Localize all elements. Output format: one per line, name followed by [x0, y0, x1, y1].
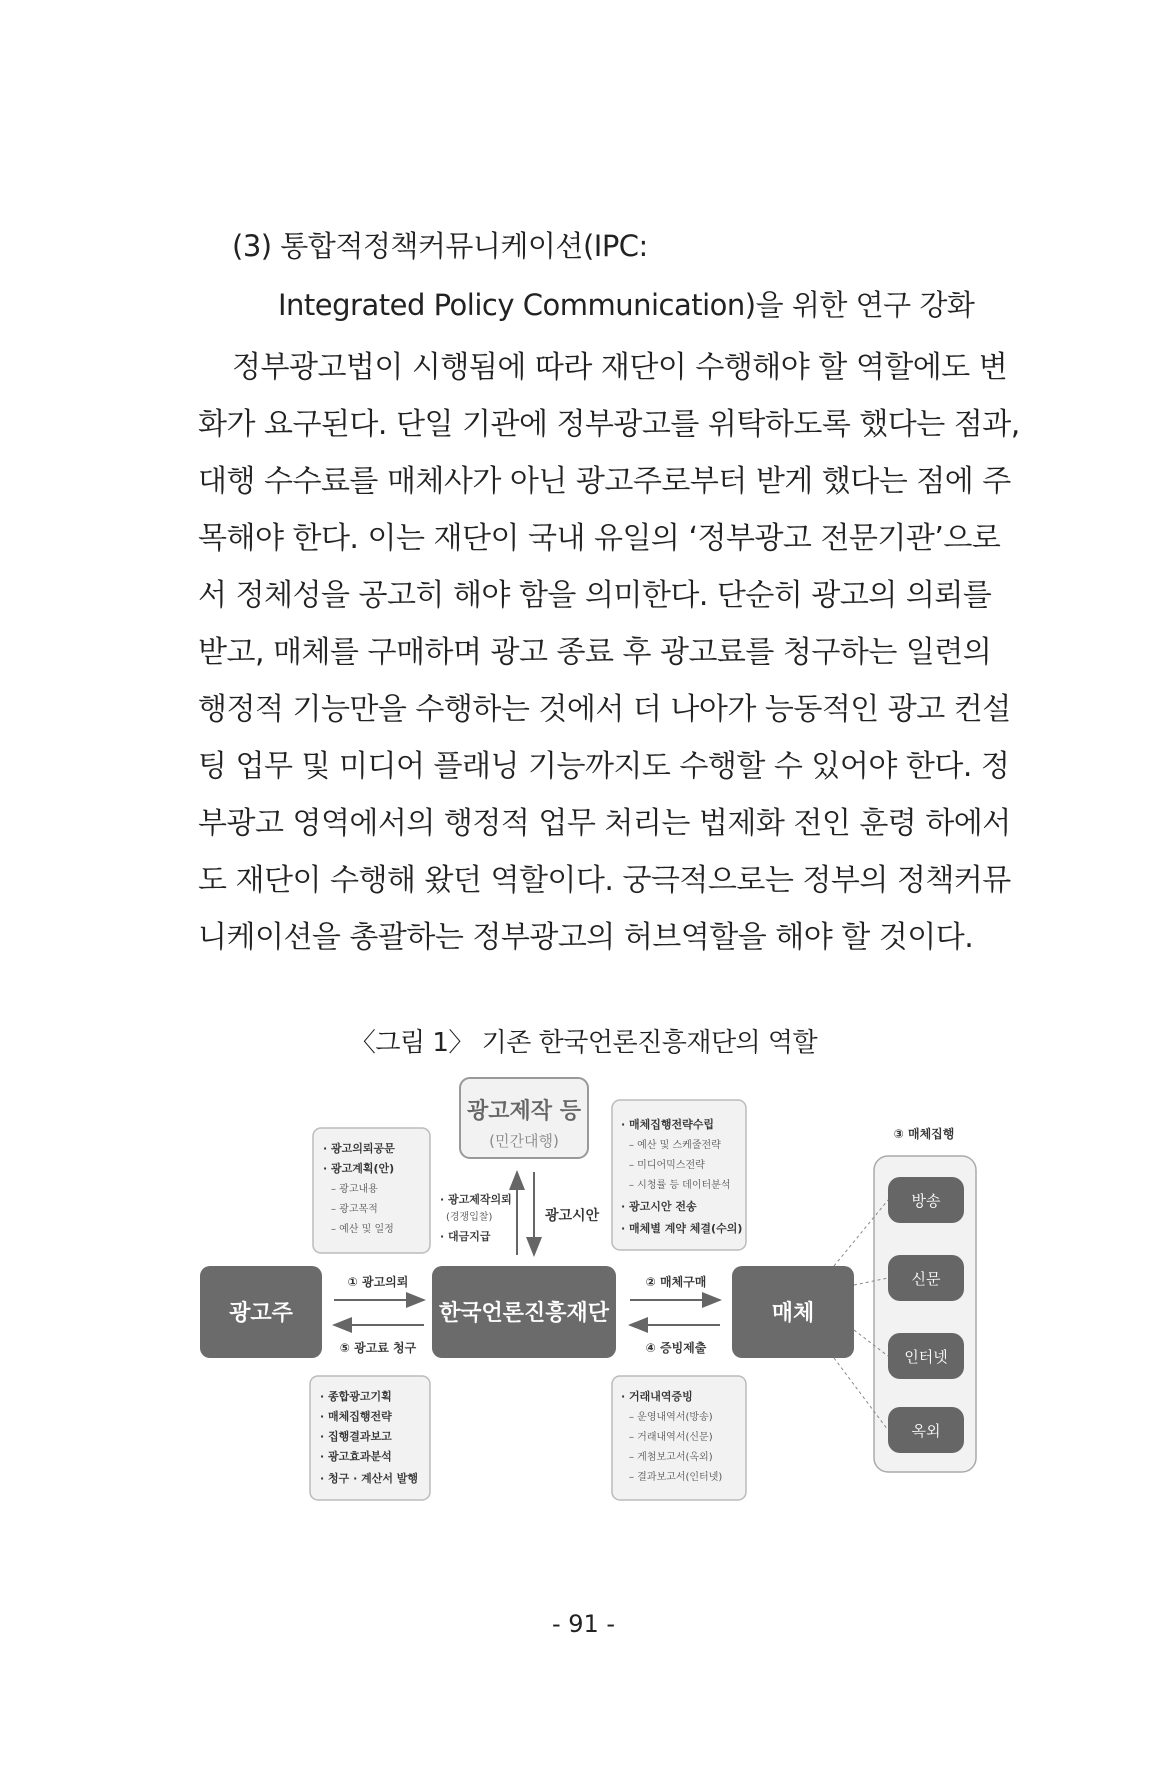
paragraph-line: 대행 수수료를 매체사가 아닌 광고주로부터 받게 했다는 점에 주 — [198, 464, 1011, 499]
section-heading-line1: (3) 통합적정책커뮤니케이션(IPC: — [232, 229, 648, 263]
paragraph-line: 니케이션을 총괄하는 정부광고의 허브역할을 해야 할 것이다. — [198, 920, 974, 955]
proof-item: – 운영내역서(방송) — [629, 1412, 713, 1423]
advertiser-info-item: – 광고내용 — [331, 1184, 378, 1195]
strategy-item: – 미디어믹스전략 — [629, 1160, 705, 1171]
paragraph-line: 받고, 매체를 구매하며 광고 종료 후 광고료를 청구하는 일련의 — [198, 635, 992, 670]
media-type-label: 방송 — [911, 1192, 941, 1210]
paragraph-line: 도 재단이 수행해 왔던 역할이다. 궁극적으로는 정부의 정책커뮤 — [198, 863, 1011, 898]
mid-left-label: (경쟁입찰) — [446, 1212, 493, 1223]
paragraph-line: 부광고 영역에서의 행정적 업무 처리는 법제화 전인 훈령 하에서 — [198, 806, 1011, 841]
mid-right-label: 광고시안 — [545, 1208, 600, 1224]
advertiser-info-item: · 광고계획(안) — [323, 1162, 395, 1175]
mid-left-label: · 대금지급 — [440, 1230, 491, 1243]
foundation-node-label: 한국언론진흥재단 — [438, 1301, 610, 1326]
advertiser-info-item: – 예산 및 일정 — [331, 1224, 394, 1235]
production-title: 광고제작 등 — [467, 1099, 581, 1124]
production-subtitle: (민간대행) — [489, 1132, 559, 1150]
paragraph-line: 팅 업무 및 미디어 플래닝 기능까지도 수행할 수 있어야 한다. 정 — [198, 749, 1010, 784]
paragraph-line: 행정적 기능만을 수행하는 것에서 더 나아가 능동적인 광고 컨설 — [198, 692, 1011, 727]
report-item: · 집행결과보고 — [320, 1430, 392, 1443]
media-type-label: 인터넷 — [904, 1348, 948, 1366]
mid-left-label: · 광고제작의뢰 — [440, 1193, 512, 1206]
page-number: - 91 - — [551, 1610, 616, 1638]
proof-item: – 게첨보고서(옥외) — [629, 1452, 713, 1463]
advertiser-info-item: – 광고목적 — [331, 1204, 378, 1215]
paragraph-line: 서 정체성을 공고히 해야 함을 의미한다. 단순히 광고의 의뢰를 — [198, 578, 992, 613]
report-item: · 광고효과분석 — [320, 1450, 392, 1463]
strategy-item: – 시청률 등 데이터분석 — [629, 1180, 731, 1191]
report-item: · 청구 · 계산서 발행 — [320, 1472, 419, 1485]
strategy-item: · 매체별 계약 체결(수의) — [621, 1222, 743, 1235]
report-item: · 매체집행전략 — [320, 1410, 392, 1423]
media-exec-title: ③ 매체집행 — [893, 1127, 955, 1141]
arrow-request-label: ① 광고의뢰 — [347, 1275, 409, 1289]
arrow-proof-label: ④ 증빙제출 — [645, 1341, 707, 1355]
report-item: · 종합광고기획 — [320, 1390, 392, 1403]
paragraph-line: 목해야 한다. 이는 재단이 국내 유일의 ‘정부광고 전문기관’으로 — [198, 521, 1001, 556]
media-type-label: 신문 — [911, 1270, 941, 1288]
strategy-item: · 광고시안 전송 — [621, 1200, 697, 1213]
strategy-item: · 매체집행전략수립 — [621, 1118, 715, 1131]
proof-item: · 거래내역증빙 — [621, 1390, 693, 1403]
media-type-label: 옥외 — [911, 1422, 941, 1440]
media-node-label: 매체 — [771, 1301, 815, 1326]
arrow-fee-claim-label: ⑤ 광고료 청구 — [339, 1341, 417, 1355]
proof-item: – 결과보고서(인터넷) — [629, 1472, 723, 1483]
paragraph-line: 정부광고법이 시행됨에 따라 재단이 수행해야 할 역할에도 변 — [232, 350, 1008, 385]
arrow-media-buy-label: ② 매체구매 — [645, 1275, 707, 1289]
advertiser-info-item: · 광고의뢰공문 — [323, 1142, 395, 1155]
paragraph-line: 화가 요구된다. 단일 기관에 정부광고를 위탁하도록 했다는 점과, — [198, 407, 1020, 442]
figure-caption: 〈그림 1〉 기존 한국언론진흥재단의 역할 — [349, 1028, 818, 1058]
strategy-item: – 예산 및 스케줄전략 — [629, 1140, 721, 1151]
section-heading-line2: Integrated Policy Communication)을 위한 연구 강화 — [278, 288, 975, 322]
advertiser-node-label: 광고주 — [229, 1301, 293, 1326]
proof-item: – 거래내역서(신문) — [629, 1432, 713, 1443]
